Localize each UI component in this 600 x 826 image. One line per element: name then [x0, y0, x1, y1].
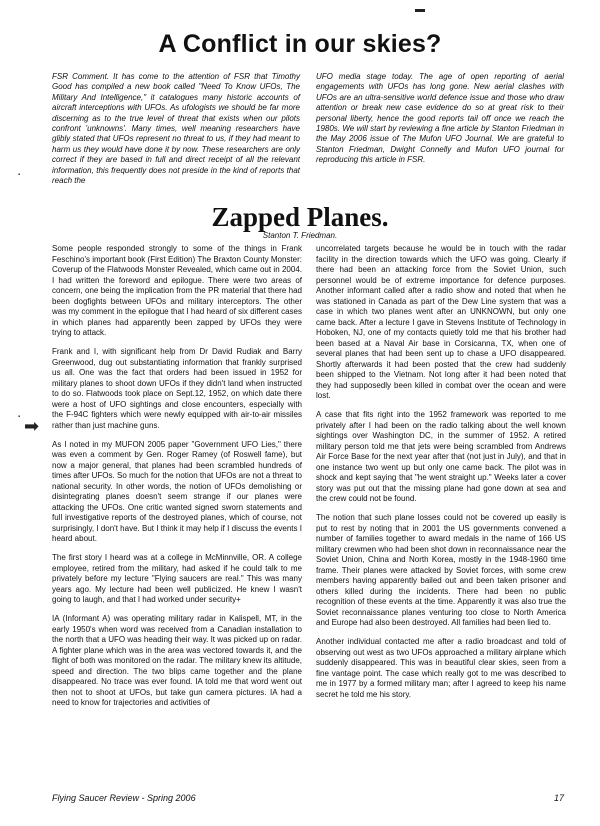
paragraph: The first story I heard was at a college in McMinnville, OR. A college employee, retired from the military, had asked if he could talk to me privately before my lecture "Flying saucers are real." This was many years ago. My lecture had been well publicized. He knew I wasn't going to laugh, and that I had worked under security+ — [52, 553, 302, 604]
article-heading: Zapped Planes. — [211, 202, 389, 232]
fsr-comment — [52, 72, 564, 186]
page-footer — [52, 793, 564, 803]
paragraph: A case that fits right into the 1952 framework was reported to me privately after I had been on the radio talking about the well known sightings over Washington DC, in the summer of 1952. A retired military person told me that jets were being scrambled from Andrews Air Force Base for the next year after that (not just in July), and that in one instance two went up but only one came back. The pilot was in shock and kept saying that "he went straight up." Weeks later a cover story was put out that the missing plane had gone down at sea and the crew could not be found. — [316, 410, 566, 503]
paragraph: As I noted in my MUFON 2005 paper "Government UFO Lies," there was even a comment by Gen. Roger Ramey (of Roswell fame), but now a major general, that planes had been scrambled hundreds of times after UFOs. So much for the notion that UFOs are not a threat to national security. In other words, the notion of UFOs demolishing or disintegrating planes doesn't seem strange if our planes were attacking the UFOs. One critic wanted signed sworn statements and full investigative reports of the destroyed planes, which of course, not surprisingly, I don't have. But I think it may help if I discuss the events I heard about. — [52, 439, 302, 543]
intro-column-left: FSR Comment. It has come to the attention of FSR that Timothy Good has compiled a new book called "Need To Know UFOs, The Military And Intelligence," it catalogues many historic accounts of aircraft interceptions with UFOs. As ufologists we should be far more discerning as to the true level of threat that exists when our pilots confront 'unknowns'. Many times, well meaning researchers have glibly stated that UFOs represent no threat to us, if they had meant to harm us they would have done it by now. These researchers are only correct if they are based in full and direct receipt of all the relevant information, this frequently does not preside in the kind of reports that reach the — [52, 72, 300, 186]
corner-mark: ▬ — [415, 4, 425, 15]
page-number: 17 — [553, 793, 564, 803]
magazine-name: Flying Saucer Review - Spring 2006 — [52, 793, 196, 803]
paragraph: Frank and I, with significant help from Dr David Rudiak and Barry Greenwood, dug out substantiating information that frankly surprised us all. One was the fact that orders had been issued in 1952 for military planes to shoot down UFOs if they didn't land when instructed to do so. Flatwoods took place on Sept.12, 1952, on which date there were a host of UFO sightings and close encounters, especially with the F-94C fighters which were newly equipped with air-to-air missiles rather than just machine guns. — [52, 347, 302, 430]
byline: Stanton T. Friedman. — [262, 231, 338, 240]
intro-column-right: UFO media stage today. The age of open reporting of aerial engagements with UFOs has long gone. New aerial clashes with UFOs are an ultra-sensitive world defence issue and those who draw attention or break new case evidence do so at great risk to their personal liberty, hence the good reports tail off once we reach the 1980s. We will start by reviewing a fine article by Stanton Friedman in the May 2006 issue of The Mufon UFO Journal. We are grateful to Stanton Friedman, Dwight Connelly and Mufon UFO journal for reproducing this article in FSR. — [316, 72, 564, 165]
margin-mark: ▪ — [18, 172, 21, 178]
margin-mark: ▪ — [18, 414, 21, 420]
article-title: A Conflict in our skies? — [158, 30, 442, 58]
paragraph: IA (Informant A) was operating military radar in Kalispell, MT, in the early 1950's when word was received from a Canadian installation to the north that a UFO was heading their way. It was picked up on radar. A fighter plane which was in the area was vectored towards it, and the flight of both was monitored on the radar. The military knew its altitude, speed and direction. The two blips came together and the plane disappeared. No trace was ever found. IA told me that word went out then not to shoot at UFOs, but take gun camera pictures. IA had a need to know for trajectories and activities of — [52, 614, 302, 707]
article-body — [52, 244, 566, 717]
paragraph: Some people responded strongly to some of the things in Frank Feschino's important book (First Edition) The Braxton County Monster: Coverup of the Flatwoods Monster Revealed, which came out in 2004. I had written the foreword and epilogue. There were two areas of concern, one being the implication from the PR material that there had been dogfights between UFOs and military interceptors. The other was my comment in the epilogue that I had heard of six different cases in which planes had apparently been zapped by UFOs they were trying to attack. — [52, 244, 302, 337]
paragraph: uncorrelated targets because he would be in touch with the radar facility in the direction towards which the UFO was going. Clearly if there had been an attacking force from the Soviet Union, such personnel would be of extreme importance for defence purposes. Another informant called after a radio show and noted that when he was stationed in Canada as part of the Dew Line system that was a case in which two planes went after an UNKNOWN, but only one came back. After a lecture I gave in Stevens Institute of Technology in Hoboken, NJ, one of my contacts quietly told me that his brother had been based at a Naval Air base in Corsicanna, TX, when one of several planes that had been sent up to chase a UFO disappeared. Shortly afterwards it had been posted that the crew had suddenly been shipped to the Vietnam. Not long after it had been noted that they had supposedly been killed in combat over the ocean and were lost. — [316, 244, 566, 400]
hand-drawn-arrow-icon: ➡ — [24, 416, 40, 436]
paragraph: The notion that such plane losses could not be covered up easily is put to rest by noting that in 2001 the US governments convened a number of families together to award medals in the name of 166 US military crewmen who had been shot down in reconnaissance near the Soviet Union, China and North Korea, mostly in the 1948-1960 time frame. Their planes were attacked by Soviet forces, with some crew members having apparently bailed out and been taken prisoner and others killed during the incidents. There had been no public recognition of these events at the time. Apparently it was also true the Soviet reconnaissance planes venturing too close to North America and Europe had also been destroyed. All families had been lied to. — [316, 513, 566, 627]
body-column-left — [52, 244, 302, 717]
body-column-right — [316, 244, 566, 717]
paragraph: Another individual contacted me after a radio broadcast and told of observing out west as two UFOs approached a military airplane which suddenly disappeared. This was in beautiful clear skies, seen from a fine vantage point. The case which really got to me was described to me in 1977 by a formed military man; after I agreed to keep his name secret he told me his story. — [316, 637, 566, 699]
